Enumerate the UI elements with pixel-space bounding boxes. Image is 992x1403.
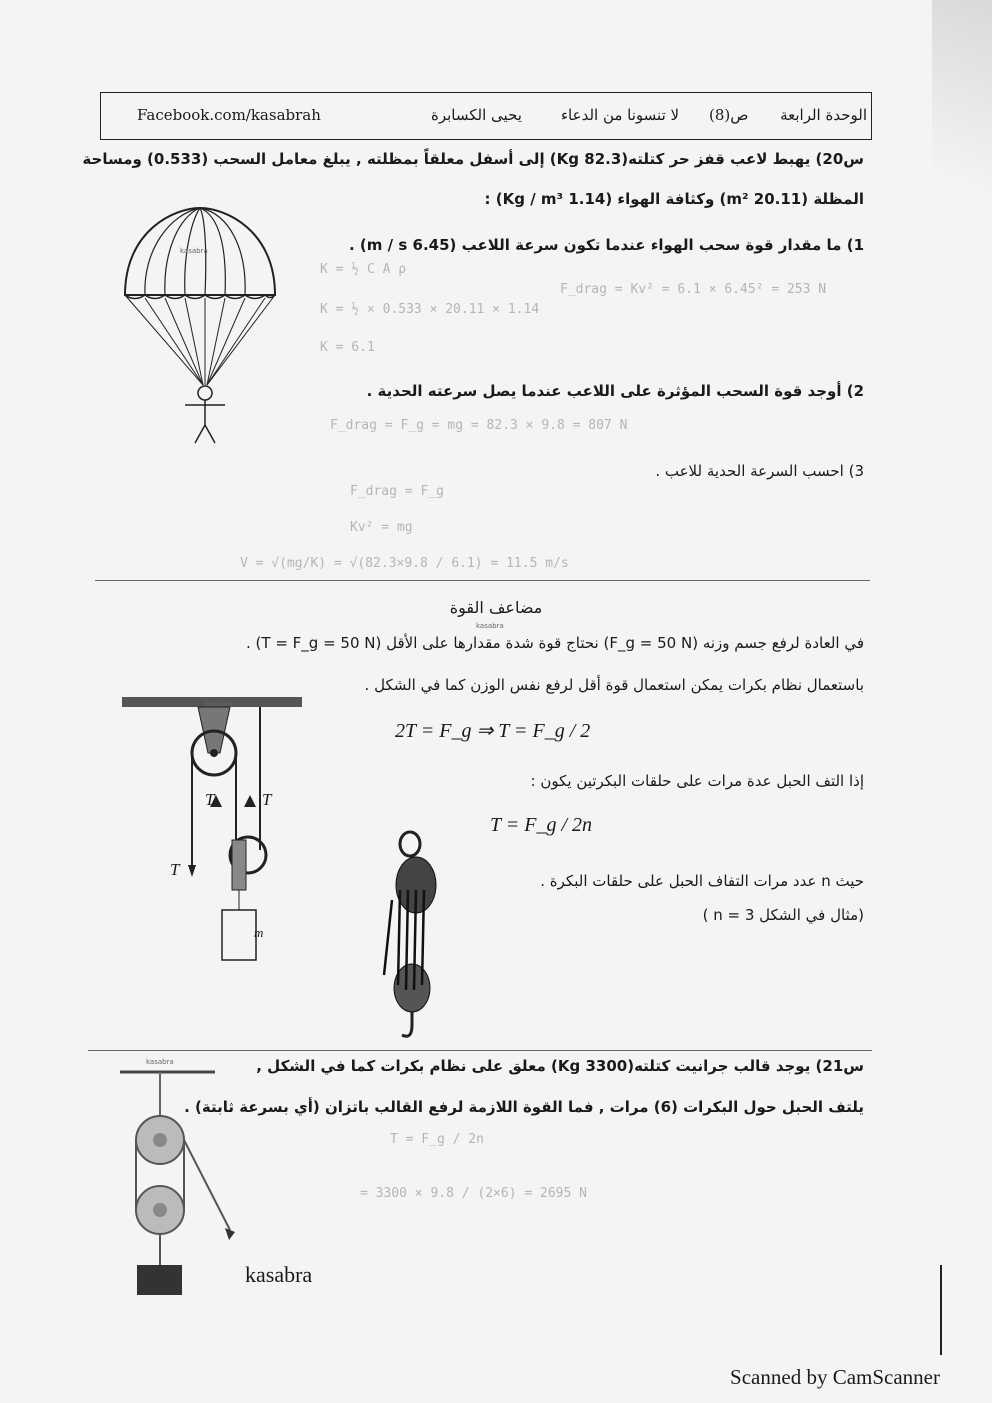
q20-work-2: K = ½ × 0.533 × 20.11 × 1.14: [320, 302, 540, 317]
q21-line2: يلتف الحبل حول البكرات (6) مرات , فما القوة اللازمة لرفع القالب باتزان (أي بسرعة ثابتة) .: [184, 1098, 864, 1116]
pulley-diagram: [120, 695, 310, 965]
q20-work-4: F_drag = Kv² = 6.1 × 6.45² = 253 N: [560, 282, 827, 297]
tension-label-1: T: [205, 790, 215, 809]
q21-label: kasabra: [245, 1262, 313, 1287]
equation-2: T = F_g / 2n: [490, 814, 593, 836]
parachute-figure: [115, 200, 285, 450]
q20-work-3: K = 6.1: [320, 340, 375, 355]
header-facebook: Facebook.com/kasabrah: [137, 106, 321, 124]
q20-work-1: K = ½ C A ρ: [320, 262, 407, 277]
header-dua: لا تنسونا من الدعاء: [561, 106, 680, 124]
page-edge-shadow: [932, 0, 992, 260]
header-box: [100, 92, 872, 140]
q20-line2: المظلة (20.11 m²) وكثافة الهواء (1.14 Kg / m³) :: [484, 190, 864, 208]
edge-line: [940, 1265, 942, 1355]
q21-work-2: = 3300 × 9.8 / (2×6) = 2695 N: [360, 1186, 587, 1201]
header-unit: الوحدة الرابعة: [780, 106, 867, 124]
pulley-line1: في العادة لرفع جسم وزنه (F_g = 50 N) نحتاج قوة شدة مقدارها على الأقل (T = F_g = 50 N) .: [246, 634, 864, 652]
section-title: مضاعف القوة: [449, 598, 543, 617]
watermark-2: kasabra: [476, 622, 504, 630]
q20-part1: 1) ما مقدار قوة سحب الهواء عندما تكون سرعة اللاعب (6.45 m / s) .: [349, 236, 864, 254]
q20-part3: 3) احسب السرعة الحدية للاعب .: [655, 462, 864, 480]
tension-label-2: T: [262, 790, 272, 809]
header-page: ص(8): [709, 106, 749, 124]
tension-label-3: T: [170, 860, 180, 879]
footer-scanner: Scanned by CamScanner: [730, 1365, 940, 1389]
pulley-line5: (مثال في الشكل n = 3 ): [702, 906, 864, 924]
q20-work-6: F_drag = F_g: [350, 484, 444, 499]
watermark-3: kasabra: [205, 700, 233, 708]
q21-line1: س21) يوجد قالب جرانيت كتلته(3300 Kg) معلق على نظام بكرات كما في الشكل ,: [256, 1057, 864, 1075]
equation-1: 2T = F_g ⇒ T = F_g / 2: [395, 720, 591, 742]
q20-line1: س20) يهبط لاعب قفز حر كتلته(82.3 Kg) إلى أسفل معلقاً بمظلته , يبلغ معامل السحب (0.533) ومساحة: [82, 150, 864, 168]
block-tackle-figure: [378, 830, 448, 1045]
watermark-4: kasabra: [146, 1058, 174, 1066]
mass-label: m: [254, 925, 264, 940]
q21-pulley-figure: [115, 1060, 240, 1300]
pulley-line3: إذا التف الحبل عدة مرات على حلقات البكرتين يكون :: [530, 772, 864, 790]
header-author: يحيى الكسابرة: [431, 106, 522, 124]
q20-work-7: Kv² = mg: [350, 520, 413, 535]
watermark-1: kasabra: [180, 247, 208, 255]
pulley-line2: باستعمال نظام بكرات يمكن استعمال قوة أقل لرفع نفس الوزن كما في الشكل .: [364, 676, 864, 694]
q21-work-1: T = F_g / 2n: [390, 1132, 484, 1147]
pulley-line4: حيث n عدد مرات التفاف الحبل على حلقات البكرة .: [540, 872, 864, 890]
q20-part2: 2) أوجد قوة السحب المؤثرة على اللاعب عندما يصل سرعته الحدية .: [366, 382, 864, 400]
divider-2: [88, 1050, 872, 1051]
divider-1: [95, 580, 870, 581]
q20-work-5: F_drag = F_g = mg = 82.3 × 9.8 = 807 N: [330, 418, 628, 433]
q20-work-8: V = √(mg/K) = √(82.3×9.8 / 6.1) = 11.5 m/s: [240, 556, 569, 571]
